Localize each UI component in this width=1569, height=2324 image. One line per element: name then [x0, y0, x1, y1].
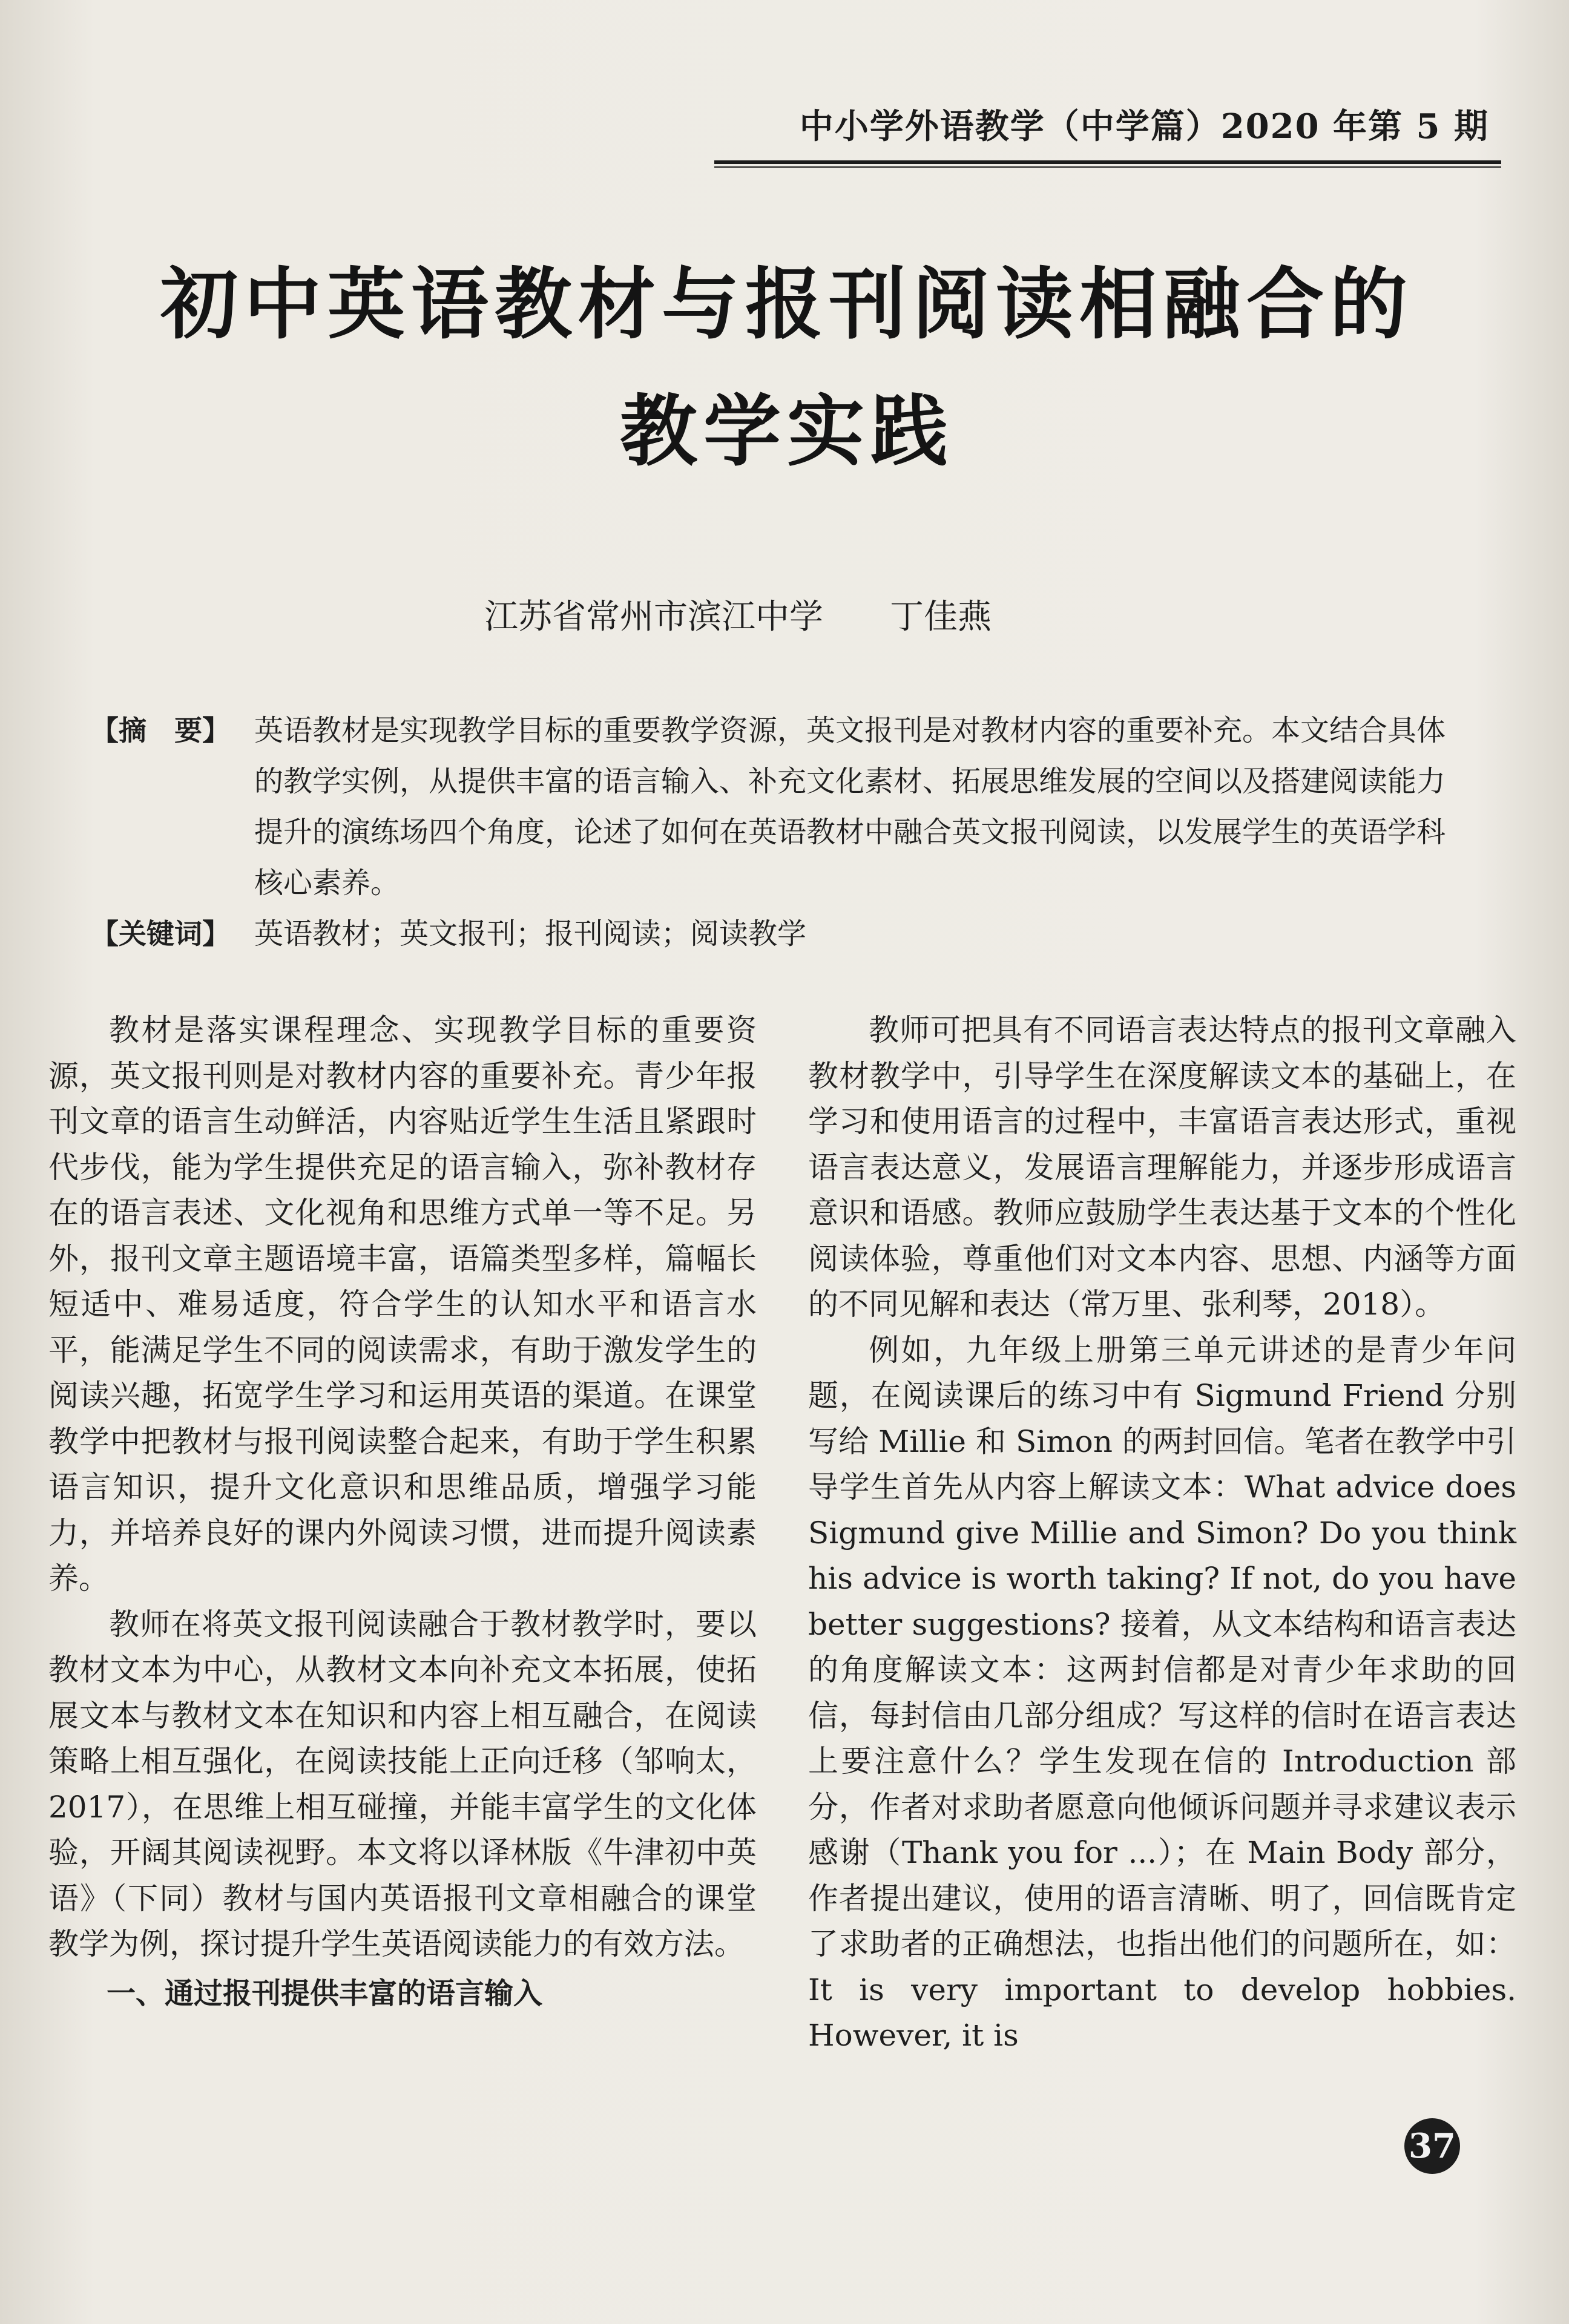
body-paragraph: 教师可把具有不同语言表达特点的报刊文章融入教材教学中，引导学生在深度解读文本的基础上，在学习和使用语言的过程中，丰富语言表达形式，重视语言表达意义，发展语言理解能力，并逐步形成语言意识和语感。教师应鼓励学生表达基于文本的个性化阅读体验，尊重他们对文本内容、思想、内涵等方面的不同见解和表达（常万里、张利琴，2018）。 [808, 1013, 1516, 1322]
author-name: 丁佳燕 [890, 597, 992, 637]
header-rule [714, 160, 1501, 164]
article-title-line-1: 初中英语教材与报刊阅读相融合的 [160, 260, 1413, 350]
page-number-badge: 37 [1404, 2118, 1460, 2174]
journal-header: 中小学外语教学（中学篇）2020 年第 5 期 [799, 107, 1489, 146]
body-column-left [48, 1008, 757, 2017]
abstract-row [91, 705, 1459, 908]
header-rule-thin [714, 166, 1501, 168]
abstract-block [91, 705, 1459, 959]
byline [484, 590, 1211, 638]
body-paragraph: 例如，九年级上册第三单元讲述的是青少年问题，在阅读课后的练习中有 Sigmund Friend 分别写给 Millie 和 Simon 的两封回信。笔者在教学中引导学生首先从内容上解读文本：What advice does Sigmund give Millie and Simon? Do you think his advice is worth taking? If not, do you have better suggestions? 接着，从文本结构和语言表达的角度解读文本：这两封信都是对青少年求助的回信，每封信由几部分组成？写这样的信时在语言表达上要注意什么？学生发现在信的 Introduction 部分，作者对求助者愿意向他倾诉问题并寻求建议表示感谢（Thank you for ...）；在 Main Body 部分，作者提出建议，使用的语言清晰、明了，回信既肯定了求助者的正确想法，也指出他们的问题所在，如：It is very important to develop hobbies. However, it is [808, 1332, 1516, 2053]
body-column-right [808, 1008, 1516, 2059]
article-title-line-2: 教学实践 [619, 387, 954, 477]
keywords-row [91, 908, 1459, 959]
author-affiliation: 江苏省常州市滨江中学 [484, 597, 823, 637]
body-paragraph: 教材是落实课程理念、实现教学目标的重要资源，英文报刊则是对教材内容的重要补充。青少年报刊文章的语言生动鲜活，内容贴近学生生活且紧跟时代步伐，能为学生提供充足的语言输入，弥补教材存在的语言表述、文化视角和思维方式单一等不足。另外，报刊文章主题语境丰富，语篇类型多样，篇幅长短适中、难易适度，符合学生的认知水平和语言水平，能满足学生不同的阅读需求，有助于激发学生的阅读兴趣，拓宽学生学习和运用英语的渠道。在课堂教学中把教材与报刊阅读整合起来，有助于学生积累语言知识，提升文化意识和思维品质，增强学习能力，并培养良好的课内外阅读习惯，进而提升阅读素养。 [48, 1013, 757, 1596]
body-paragraph: 教师在将英文报刊阅读融合于教材教学时，要以教材文本为中心，从教材文本向补充文本拓展，使拓展文本与教材文本在知识和内容上相互融合，在阅读策略上相互强化，在阅读技能上正向迁移（邹响太，2017），在思维上相互碰撞，并能丰富学生的文化体验，开阔其阅读视野。本文将以译林版《牛津初中英语》（下同）教材与国内英语报刊文章相融合的课堂教学为例，探讨提升学生英语阅读能力的有效方法。 [48, 1606, 757, 1961]
abstract-text: 英语教材是实现教学目标的重要教学资源，英文报刊是对教材内容的重要补充。本文结合具体的教学实例，从提供丰富的语言输入、补充文化素材、拓展思维发展的空间以及搭建阅读能力提升的演练场四个角度，论述了如何在英语教材中融合英文报刊阅读，以发展学生的英语学科核心素养。 [254, 714, 1446, 900]
abstract-label: 【摘 要】 [91, 714, 230, 747]
keywords-label: 【关键词】 [91, 917, 230, 950]
keywords-text: 英语教材；英文报刊；报刊阅读；阅读教学 [254, 917, 807, 951]
section-heading: 一、通过报刊提供丰富的语言输入 [107, 1976, 543, 2011]
